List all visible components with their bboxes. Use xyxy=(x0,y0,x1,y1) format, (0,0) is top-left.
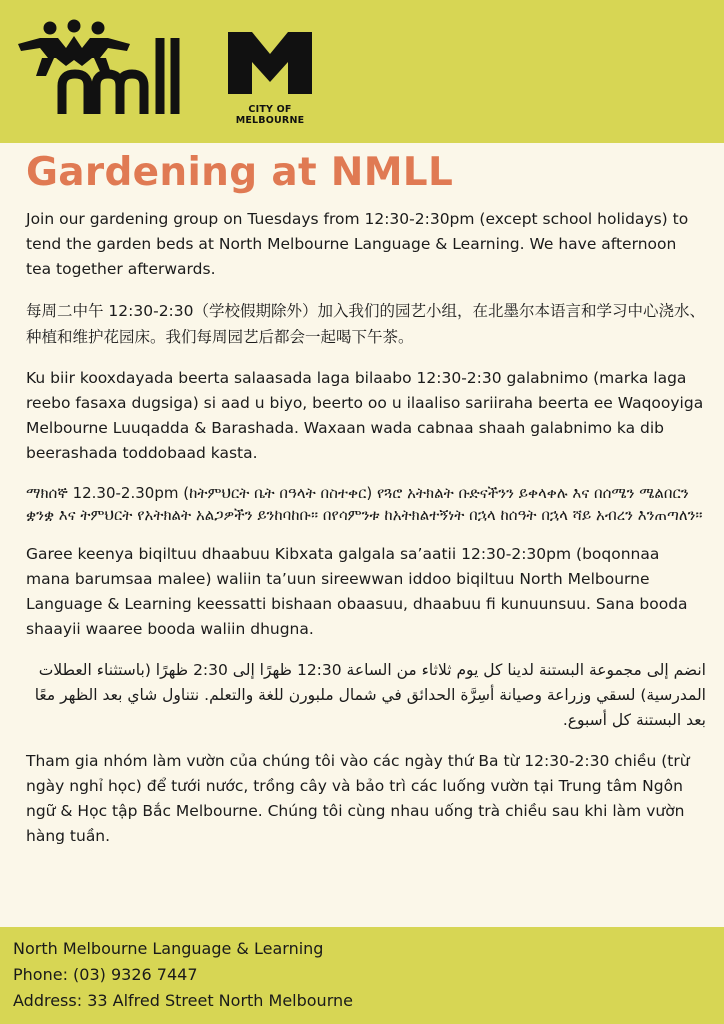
organisation-name: North Melbourne Language & Learning xyxy=(13,939,324,958)
nmll-people-logo-icon xyxy=(14,18,182,114)
city-of-melbourne-logo xyxy=(222,28,318,126)
contact-details xyxy=(13,936,353,1014)
page-title: Gardening at NMLL xyxy=(26,150,454,195)
nmll-logo xyxy=(14,18,182,114)
paragraph-arabic: انضم إلى مجموعة البستنة لدينا كل يوم ثلاثاء من الساعة 12:30 ظهرًا إلى 2:30 ظهرًا (باستثناء العطلات المدرسية) لسقي وزراعة وصيانة أسِرَّة الحدائق في شمال ملبورن للغة والتعلم. نتناول شاي بعد الظهر معًا بعد البستنة كل أسبوع. xyxy=(34,661,706,729)
paragraph-amharic: ማክሰኞ 12.30-2.30pm (ከትምህርት ቤት በዓላት በስተቀር) የጓሮ አትክልት ቡድናችንን ይቀላቀሉ እና በሰሜን ሜልበርን ቋንቋ እና ትምህርት የአትክልት አልጋዎችን ይንከባከቡ። በየሳምንቱ ከአትክልተኝነት በኋላ ከሰዓት በኋላ ሻይ አብረን እንጠጣለን። xyxy=(26,484,703,524)
phone-number: Phone: (03) 9326 7447 xyxy=(13,965,198,984)
street-address: Address: 33 Alfred Street North Melbourne xyxy=(13,991,353,1010)
multilingual-body xyxy=(26,207,706,865)
paragraph-english: Join our gardening group on Tuesdays from 12:30-2:30pm (except school holidays) to tend the garden beds at North Melbourne Language & Learning. We have afternoon tea together afterwards. xyxy=(26,210,689,278)
paragraph-oromo: Garee keenya biqiltuu dhaabuu Kibxata galgala sa’aatii 12:30-2:30pm (boqonnaa mana barumsaa malee) waliin ta’uun sireewwan iddoo biqiltuu North Melbourne Language & Learning keessatti bishaan obaasuu, dhaabuu fi kunuunsuu. Sana booda shaayii waaree booda waliin dhugna. xyxy=(26,545,688,638)
paragraph-somali: Ku biir kooxdayada beerta salaasada laga bilaabo 12:30-2:30 galabnimo (marka laga reebo fasaxa dugsiga) si aad u biyo, beerto oo u ilaaliso sariiraha beerta ee Waqooyiga Melbourne Luuqadda & Barashada. Waxaan wada cabnaa shaah galabnimo ka dib beerashada toddobaad kasta. xyxy=(26,369,704,462)
footer-contact-banner xyxy=(0,927,724,1024)
city-of-melbourne-m-icon xyxy=(222,28,318,100)
city-of-melbourne-caption: CITY OF MELBOURNE xyxy=(235,104,305,126)
header-banner xyxy=(0,0,724,143)
paragraph-vietnamese: Tham gia nhóm làm vườn của chúng tôi vào các ngày thứ Ba từ 12:30-2:30 chiều (trừ ngày nghỉ học) để tưới nước, trồng cây và bảo trì các luống vườn tại Trung tâm Ngôn ngữ & Học tập Bắc Melbourne. Chúng tôi cùng nhau uống trà chiều sau khi làm vườn hàng tuần. xyxy=(26,752,690,845)
paragraph-chinese: 每周二中午 12:30-2:30（学校假期除外）加入我们的园艺小组，在北墨尔本语言和学习中心浇水、种植和维护花园床。我们每周园艺后都会一起喝下午茶。 xyxy=(26,302,705,346)
